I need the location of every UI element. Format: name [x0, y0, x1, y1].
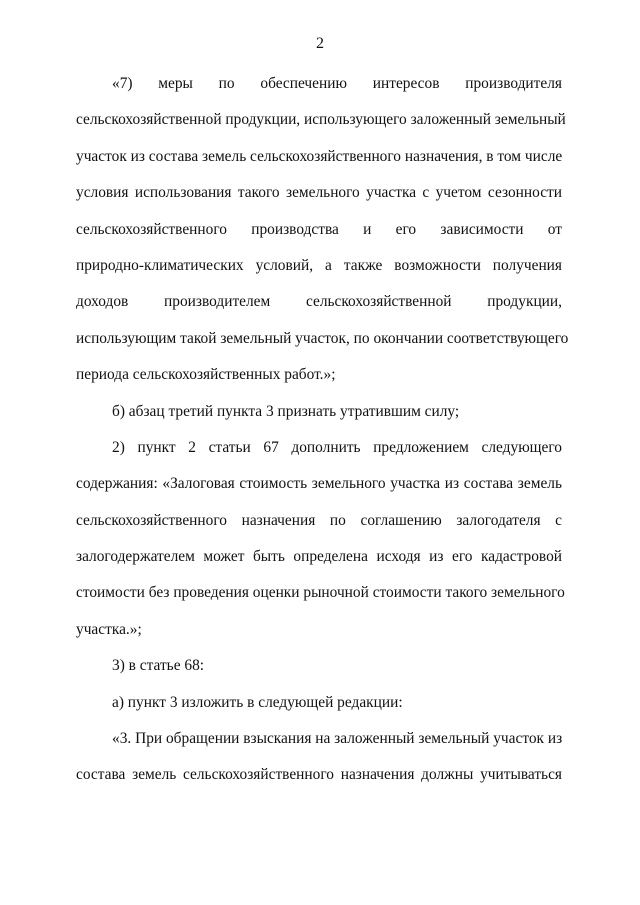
- text-line: состава земель сельскохозяйственного назначения должны учитываться: [76, 766, 562, 784]
- text-line: природно-климатических условий, а также возможности получения: [76, 256, 562, 274]
- text-line: периода сельскохозяйственных работ.»;: [76, 366, 336, 384]
- text-line: участок из состава земель сельскохозяйственного назначения, в том числе: [76, 147, 563, 165]
- text-line: «7) меры по обеспечению интересов производителя: [112, 75, 562, 92]
- text-line: 3) в статье 68:: [112, 657, 205, 675]
- text-line: использующим такой земельный участок, по окончании соответствующего: [76, 329, 569, 347]
- text-line: содержания: «Залоговая стоимость земельного участка из состава земель: [76, 475, 562, 493]
- text-line: 2) пункт 2 статьи 67 дополнить предложением следующего: [112, 438, 562, 456]
- text-line: залогодержателем может быть определена исходя из его кадастровой: [76, 548, 562, 566]
- text-line: сельскохозяйственного производства и его зависимости от: [76, 220, 562, 238]
- text-line: а) пункт 3 изложить в следующей редакции:: [112, 693, 403, 711]
- text-line: «3. При обращении взыскания на заложенный земельный участок из: [112, 730, 563, 748]
- text-line: сельскохозяйственного назначения по соглашению залогодателя с: [76, 511, 562, 529]
- page-number: 2: [316, 35, 324, 52]
- text-line: б) абзац третий пункта 3 признать утратившим силу;: [112, 402, 460, 420]
- text-line: стоимости без проведения оценки рыночной стоимости такого земельного: [76, 584, 565, 602]
- document-body: [76, 66, 569, 794]
- text-line: условия использования такого земельного участка с учетом сезонности: [76, 184, 562, 202]
- text-line: доходов производителем сельскохозяйственной продукции,: [76, 293, 562, 311]
- text-line: участка.»;: [76, 620, 142, 638]
- text-line: сельскохозяйственной продукции, использующего заложенный земельный: [76, 111, 566, 129]
